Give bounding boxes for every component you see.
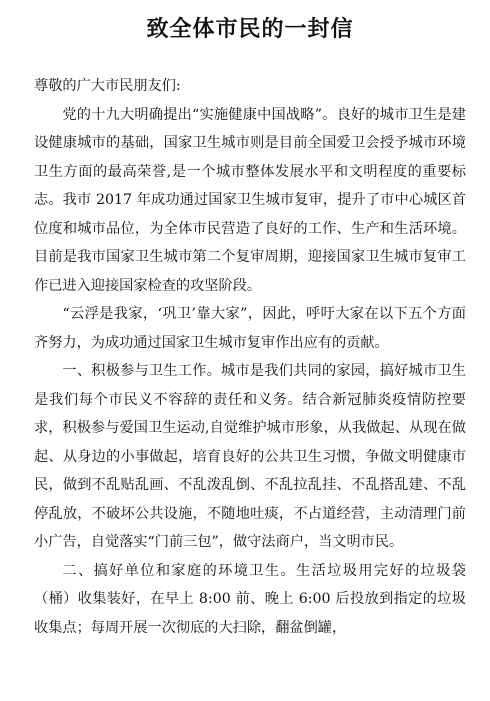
paragraph-3: 一、积极参与卫生工作。城市是我们共同的家园，搞好城市卫生是我们每个市民义不容辞的责任和义务。结合新冠肺炎疫情防控要求，积极参与爱国卫生运动,自觉维护城市形象，从我做起、从现在做起、从身边的小事做起，培育良好的公共卫生习惯，争做文明健康市民，做到不乱贴乱画、不乱泼乱倒、不乱拉乱挂、不乱搭乱建、不乱停乱放，不破坏公共设施，不随地吐痰，不占道经营，主动清理门前小广告，自觉落实“门前三包”，做守法商户，当文明市民。 xyxy=(34,363,466,550)
paragraph-2: “云浮是我家，‘巩卫’靠大家”，因此，呼吁大家在以下五个方面齐努力，为成功通过国家卫生城市复审作出应有的贡献。 xyxy=(34,306,466,351)
paragraph-1: 党的十九大明确提出“实施健康中国战略”。良好的城市卫生是建设健康城市的基础，国家卫生城市则是目前全国爱卫会授予城市环境卫生方面的最高荣誉,是一个城市整体发展水平和文明程度的重要标志。我市 2017 年成功通过国家卫生城市复审，提升了市中心城区首位度和城市品位，为全体市民营造了良好的工作、生产和生活环境。目前是我市国家卫生城市第二个复审周期，迎接国家卫生城市复审工作已进入迎接国家检查的攻坚阶段。 xyxy=(34,106,466,294)
page-title: 致全体市民的一封信 xyxy=(146,16,354,42)
paragraph-4: 二、搞好单位和家庭的环境卫生。生活垃圾用完好的垃圾袋（桶）收集装好，在早上 8:00 前、晚上 6:00 后投放到指定的垃圾收集点；每周开展一次彻底的大扫除，翻盆倒罐， xyxy=(34,562,466,636)
greeting: 尊敬的广大市民朋友们: xyxy=(34,78,181,94)
